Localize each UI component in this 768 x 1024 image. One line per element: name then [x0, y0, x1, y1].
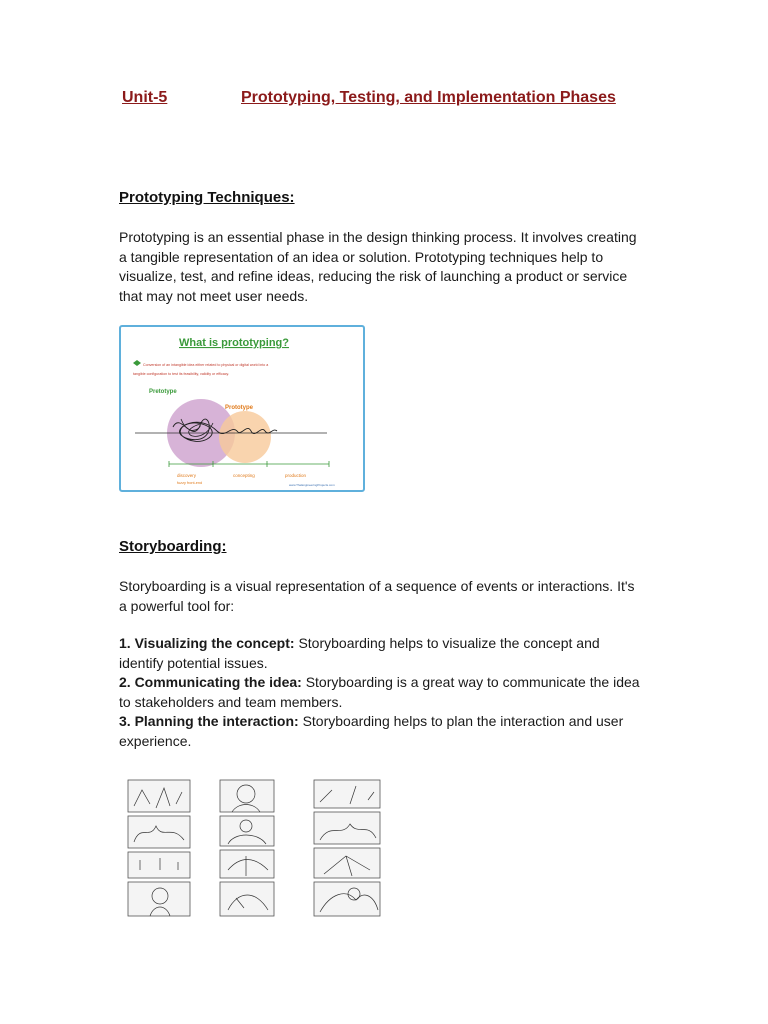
storyboard-sketches	[120, 770, 390, 920]
figure-bullet: Conversion of an intangible idea either related to physical or digital world into a	[143, 363, 269, 367]
storyboarding-heading: Storyboarding:	[119, 538, 227, 555]
what-is-prototyping-figure	[119, 325, 365, 492]
figure-bullet-2: tangible configuration to test its feasibility, validity or efficacy.	[133, 372, 230, 376]
item-text: Storyboarding helps to visualize the concept and	[294, 635, 600, 651]
item-text-cont: identify potential issues.	[119, 654, 268, 671]
storyboarding-list	[119, 634, 679, 751]
label-pretotype: Pretotype	[149, 389, 177, 395]
intro-line: Storyboarding is a visual representation of a sequence of events or interactions. It's	[119, 578, 635, 594]
page-title: Prototyping, Testing, and Implementation Phases	[241, 89, 616, 106]
item-text: Storyboarding helps to plan the interaction and user	[298, 713, 624, 729]
item-lead: 2. Communicating the idea:	[119, 674, 302, 690]
label-prototype: Prototype	[225, 405, 254, 411]
unit-label: Unit-5	[122, 89, 168, 106]
list-item	[119, 712, 659, 751]
storyboard-frame	[128, 816, 190, 848]
storyboard-frame	[314, 882, 380, 916]
prototype-circle	[219, 411, 271, 463]
storyboard-sketch-image	[120, 770, 390, 920]
bullet-icon	[133, 360, 141, 366]
storyboard-frame	[128, 852, 190, 878]
figure-credit: www.TheEngineeringProjects.com	[289, 483, 335, 487]
storyboard-frame	[220, 850, 274, 878]
list-item	[119, 634, 659, 673]
storyboard-frame	[314, 848, 380, 878]
storyboard-column-2	[220, 780, 274, 916]
item-text-cont: experience.	[119, 732, 192, 749]
item-lead: 1. Visualizing the concept:	[119, 635, 295, 651]
storyboard-frame	[128, 882, 190, 916]
prototyping-paragraph	[119, 228, 659, 306]
paragraph-line: that may not meet user needs.	[119, 287, 309, 304]
storyboard-frame	[314, 780, 380, 808]
storyboard-frame	[220, 816, 274, 846]
storyboarding-intro	[119, 577, 659, 616]
figure-title: What is prototyping?	[179, 337, 289, 349]
phase-production: production	[285, 473, 307, 478]
paragraph-line: a tangible representation of an idea or solution. Prototyping techniques help to	[119, 248, 604, 265]
storyboard-frame	[128, 780, 190, 812]
paragraph-line: Prototyping is an essential phase in the design thinking process. It involves creating	[119, 229, 637, 245]
item-lead: 3. Planning the interaction:	[119, 713, 299, 729]
phase-concepting: concepting	[233, 473, 255, 478]
prototyping-heading: Prototyping Techniques:	[119, 189, 295, 206]
prototyping-diagram	[121, 327, 363, 490]
intro-line: a powerful tool for:	[119, 597, 235, 614]
phase-discovery: discovery	[177, 473, 197, 478]
phase-discovery-sub: fuzzy front-end	[177, 481, 203, 485]
storyboard-frame	[220, 882, 274, 916]
storyboard-column-3	[314, 780, 380, 916]
list-item	[119, 673, 659, 712]
paragraph-line: visualize, test, and refine ideas, reducing the risk of launching a product or service	[119, 268, 628, 284]
item-text-cont: to stakeholders and team members.	[119, 693, 343, 710]
item-text: Storyboarding is a great way to communicate the idea	[301, 674, 640, 690]
